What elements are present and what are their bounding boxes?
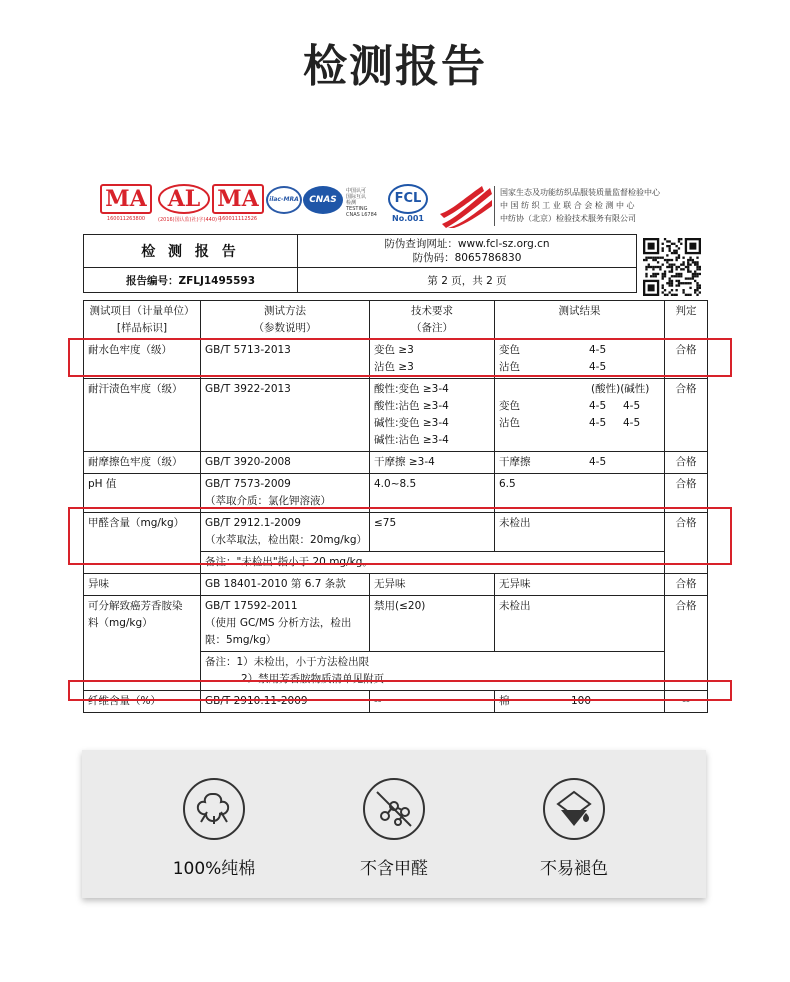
report-header (83, 234, 637, 293)
fcl-logo: FCL No.001 (384, 184, 432, 228)
feature-dye-fast: 不易褪色 (514, 778, 634, 879)
page-info: 第 2 页，共 2 页 (298, 268, 637, 293)
table-row: 耐水色牢度（级） GB/T 5713-2013 变色 ≥3 沾色 ≥3 变色 4-5 沾色 4-5 合格 (84, 340, 708, 379)
qr-code-icon (641, 238, 703, 296)
feature-cotton: 100%纯棉 (154, 778, 274, 879)
institution-names: 国家生态及功能纺织品服装质量监督检验中心 中 国 纺 织 工 业 联 合 会 检 测 中 心 中纺协（北京）检验技术服务有限公司 (500, 188, 660, 223)
dye-fast-icon (543, 778, 605, 840)
cnas-logo: CNAS (303, 186, 343, 214)
swoosh-logo-icon (438, 184, 494, 228)
cotton-icon (183, 778, 245, 840)
ilac-mra-logo: ilac-MRA (266, 186, 302, 214)
cma-logo-2: MA 160011112526 (212, 184, 264, 224)
highlight-formaldehyde (68, 507, 732, 565)
page-title: 检测报告 (303, 41, 487, 92)
highlight-water-fastness (68, 338, 732, 377)
table-row: 耐摩擦色牢度（级） GB/T 3920-2008 干摩擦 ≥3-4 干摩擦 4-5 合格 (84, 452, 708, 474)
report-number: 报告编号：ZFLJ1495593 (84, 268, 298, 293)
certification-logos (100, 184, 700, 232)
table-row: 异味 GB 18401-2010 第 6.7 条款 无异味 无异味 合格 (84, 574, 708, 596)
table-row: 耐汗渍色牢度（级） GB/T 3922-2013 酸性:变色 ≥3-4 酸性:沾色 ≥3-4 碱性:变色 ≥3-4 碱性:沾色 ≥3-4 (酸性)(碱性) 变色 4-5 4-5 沾色 4-5 4-5 合格 (84, 379, 708, 452)
report-title: 检 测 报 告 (84, 235, 298, 268)
table-row: 甲醛含量（mg/kg） GB/T 2912.1-2009 （水萃取法，检出限：20mg/kg） ≤75 未检出 合格 (84, 513, 708, 552)
table-note-row: 备注：1）未检出，小于方法检出限 2）禁用芳香胺物质清单见附页 (84, 652, 708, 691)
table-note-row: 备注："未检出"指小于 20 mg/kg。 (84, 552, 708, 574)
verify-info: 防伪查询网址：www.fcl-sz.org.cn 防伪码：8065786830 (298, 235, 637, 268)
cal-logo: AL (2016)国认监(社)字(440)号 (158, 186, 222, 223)
table-row: 可分解致癌芳香胺染 料（mg/kg） GB/T 17592-2011 （使用 GC/MS 分析方法，检出 限：5mg/kg） 禁用(≤20) 未检出 合格 (84, 596, 708, 652)
highlight-fiber-content (68, 680, 732, 701)
features-panel (82, 750, 706, 898)
table-row: 纤维含量（%） GB/T 2910.11-2009 -- 棉 100 -- (84, 691, 708, 713)
cma-logo: MA 160011263800 (100, 184, 152, 224)
table-header-row: 测试项目（计量单位） [样品标识] 测试方法 （参数说明） 技术要求 （备注） 测试结果 判定 (84, 301, 708, 340)
feature-no-formaldehyde: 不含甲醛 (334, 778, 454, 879)
table-row: pH 值 GB/T 7573-2009 （萃取介质：氯化钾溶液） 4.0~8.5 6.5 合格 (84, 474, 708, 513)
no-formaldehyde-icon (363, 778, 425, 840)
cnas-text: 中国认可 国际互认 检测 TESTING CNAS L6784 (346, 188, 377, 218)
